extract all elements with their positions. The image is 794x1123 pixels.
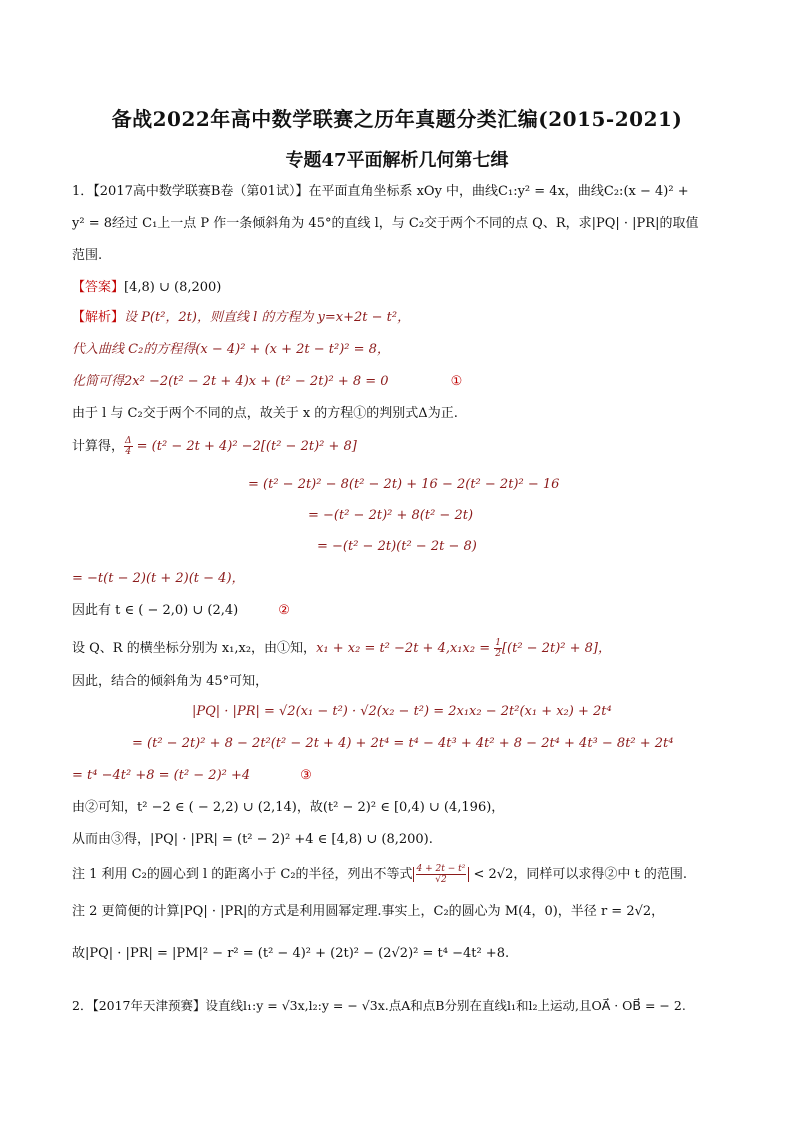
problem1-line2: y² = 8经过 C₁上一点 P 作一条倾斜角为 45°的直线 l，与 C₂交于两个不同的点 Q、R，求|PQ| · |PR|的取值 [72, 216, 699, 231]
analysis-step11-prefix: 设 Q、R 的横坐标分别为 x₁,x₂，由①知， [72, 641, 317, 656]
note1-prefix: 注 1 利用 C₂的圆心到 l 的距离小于 C₂的半径，列出不等式 [72, 867, 413, 882]
analysis-step3: 化简可得2x² −2(t² − 2t + 4)x + (t² − 2t)² + 8 = 0 [72, 374, 389, 389]
note1-suffix: < 2√2，同样可以求得②中 t 的范围. [469, 867, 687, 882]
analysis-step16: 由②可知，t² −2 ∈ ( − 2,2) ∪ (2,14)，故(t² − 2)² ∈ [0,4) ∪ (4,196)， [72, 800, 505, 815]
analysis-step15-line [72, 766, 312, 786]
analysis-step14: = (t² − 2t)² + 8 − 2t²(t² − 2t + 4) + 2t⁴ = t⁴ − 4t³ + 4t² + 8 − 2t⁴ + 4t³ − 8t² + 2t⁴ [132, 736, 674, 751]
problem2-line1: 2．【2017年天津预赛】设直线l₁:y = √3x,l₂:y = − √3x.点A和点B分别在直线l₁和l₂上运动,且OA⃗ · OB⃗ = − 2. [72, 998, 686, 1013]
document-title: 备战2022年高中数学联赛之历年真题分类汇编(2015-2021) [111, 107, 683, 131]
document-subtitle: 专题47平面解析几何第七缉 [285, 150, 509, 171]
analysis-step5-line [72, 436, 357, 457]
problem1-line3: 范围. [72, 248, 103, 263]
marker-3: ③ [300, 768, 312, 783]
analysis-label: 【解析】 [72, 310, 125, 325]
note1-fraction [416, 864, 467, 885]
analysis-step6: = (t² − 2t)² − 8(t² − 2t) + 16 − 2(t² − 2t)² − 16 [248, 477, 560, 492]
delta-fraction [124, 436, 133, 457]
half-fraction-numerator: 1 [495, 638, 501, 648]
half-fraction-denominator: 2 [495, 649, 501, 659]
analysis-step15: = t⁴ −4t² +8 = (t² − 2)² +4 [72, 768, 251, 783]
analysis-step12: 因此，结合的倾斜角为 45°可知， [72, 674, 269, 689]
analysis-step10: 因此有 t ∈ ( − 2,0) ∪ (2,4) [72, 603, 239, 618]
answer-value: [4,8) ∪ (8,200) [124, 280, 222, 295]
delta-fraction-denominator: 4 [125, 447, 132, 457]
problem1-line1: 1．【2017高中数学联赛B卷（第01试）】在平面直角坐标系 xOy 中，曲线C₁:y² = 4x，曲线C₂:(x − 4)² + [72, 184, 689, 199]
analysis-step10-line [72, 601, 290, 621]
analysis-step1: 设 P(t²，2t)，则直线 l 的方程为 y=x+2t − t²， [124, 310, 411, 325]
analysis-step8: = −(t² − 2t)(t² − 2t − 8) [317, 539, 477, 554]
analysis-step3-line [72, 372, 462, 392]
half-fraction [494, 638, 502, 659]
analysis-line [72, 308, 410, 328]
analysis-step2: 代入曲线 C₂的方程得(x − 4)² + (x + 2t − t²)² = 8， [72, 342, 390, 357]
analysis-step7: = −(t² − 2t)² + 8(t² − 2t) [308, 508, 474, 523]
analysis-step11-line [72, 638, 611, 659]
analysis-step13: |PQ| · |PR| = √2(x₁ − t²) · √2(x₂ − t²) = 2x₁x₂ − 2t²(x₁ + x₂) + 2t⁴ [192, 704, 612, 719]
delta-fraction-numerator: Δ [125, 436, 132, 446]
analysis-step5: = (t² − 2t + 4)² −2[(t² − 2t)² + 8] [132, 439, 357, 454]
analysis-step11a: x₁ + x₂ = t² −2t + 4,x₁x₂ = [316, 641, 495, 656]
analysis-step4: 由于 l 与 C₂交于两个不同的点，故关于 x 的方程①的判别式Δ为正. [72, 406, 458, 421]
note3: 故|PQ| · |PR| = |PM|² − r² = (t² − 4)² + (2t)² − (2√2)² = t⁴ −4t² +8. [72, 946, 510, 961]
analysis-step17: 从而由③得，|PQ| · |PR| = (t² − 2)² +4 ∈ [4,8) ∪ (8,200). [72, 832, 433, 847]
note1-line [72, 864, 687, 885]
answer-line [72, 278, 221, 298]
note1-abs [413, 864, 470, 885]
note1-fraction-denominator: √2 [435, 875, 447, 885]
analysis-step5-prefix: 计算得， [72, 439, 125, 454]
marker-1: ① [450, 374, 463, 389]
marker-2: ② [278, 603, 290, 618]
analysis-step9: = −t(t − 2)(t + 2)(t − 4)， [72, 571, 245, 586]
analysis-step11b: [(t² − 2t)² + 8]， [501, 641, 611, 656]
note1-fraction-numerator: 4 + 2t − t² [416, 864, 466, 874]
answer-label: 【答案】 [72, 280, 125, 295]
note2: 注 2 更简便的计算|PQ| · |PR|的方式是利用圆幂定理.事实上，C₂的圆心为 M(4，0)，半径 r = 2√2， [72, 904, 665, 919]
